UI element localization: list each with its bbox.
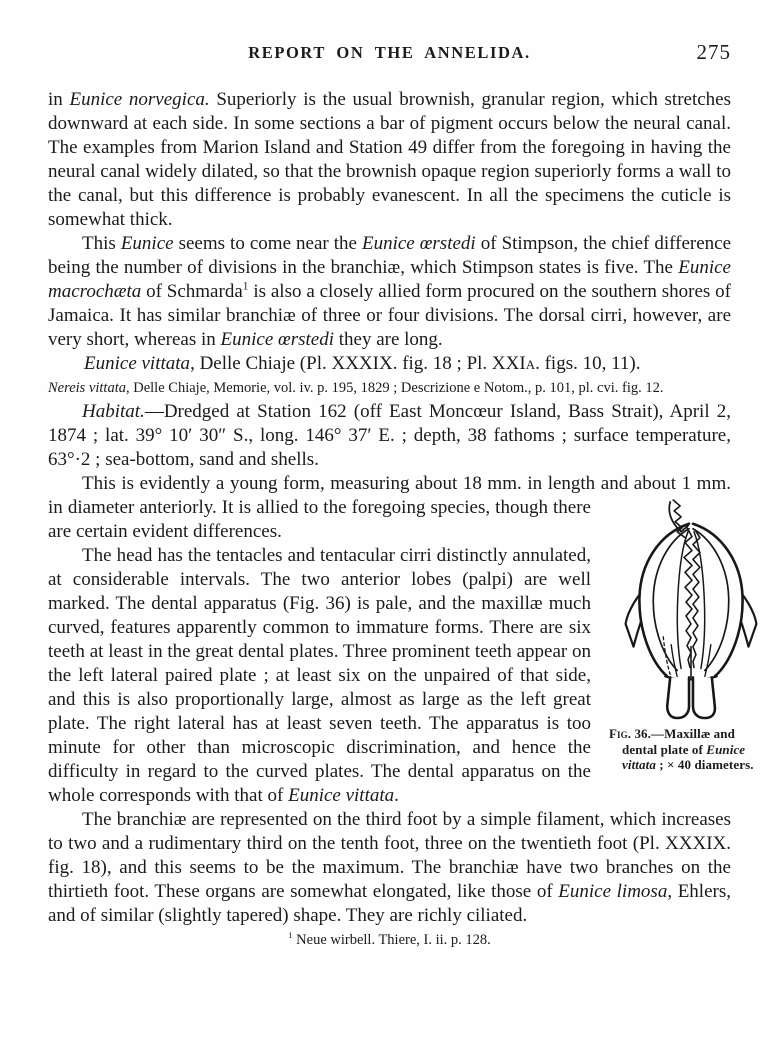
text-column bbox=[48, 88, 754, 952]
paragraph-continuation: in Eunice norvegica. Superiorly is the usual brownish, granular region, which stretches downward at each side. In some sections a bar of pigment occurs below the neural canal. The examples from Marion Island and Station 49 differ from the foregoing in having the neural canal widely dilated, so that the brownish opaque region superiorly forms a wall to the canal, but this difference is probably evanescent. In all the specimens the cuticle is somewhat thick. bbox=[48, 89, 731, 230]
paragraph-eunice-comparison: This Eunice seems to come near the Eunice œrstedi of Stimpson, the chief difference being the number of divisions in the branchiæ, which Stimpson states is five. The Eunice macrochæta of Schmarda$^1$ is also a closely allied form procured on the southern shores of Jamaica. It has similar branchiæ of three or four divisions. The dorsal cirri, however, are very short, whereas in Eunice œrstedi they are long. bbox=[48, 233, 732, 350]
paragraph-habitat: Habitat.—Dredged at Station 162 (off East Moncœur Island, Bass Strait), April 2, 1874 ; lat. 39° 10′ 30″ S., long. 146° 37′ E. ; depth, 38 fathoms ; surface temperature, 63°·2 ; sea-bottom, sand and shells. bbox=[48, 401, 731, 470]
paragraph-branchiae: The branchiæ are represented on the third foot by a simple filament, which increases to two and a rudimentary third on the tenth foot, three on the twentieth foot (Pl. XXXIX. fig. 18), and this seems to be the maximum. The branchiæ have two branches on the thirtieth foot. These organs are somewhat elongated, like those of Eunice limosa, Ehlers, and of similar (slightly tapered) shape. They are richly ciliated. bbox=[48, 809, 731, 926]
maxillae-drawing bbox=[613, 498, 769, 720]
footnote: $^1$ Neue wirbell. Thiere, I. ii. p. 128. bbox=[288, 930, 491, 948]
maxillae-bulb bbox=[639, 524, 742, 680]
central-teeth bbox=[684, 528, 700, 668]
page-header bbox=[48, 40, 731, 64]
paragraph-young-form-text: This is evidently a young form, measuring about 18 mm. in length and about 1 mm. in diameter anteriorly. It is allied to the foregoing species, though there are certain evident differences. bbox=[48, 473, 731, 542]
figure-36-caption: Fig. 36.—Maxillæ and dental plate of Eunice vittata ; × 40 diameters. bbox=[609, 726, 754, 772]
carriers bbox=[667, 677, 715, 718]
paragraph-head-dental: The head has the tentacles and tentacular cirri distinctly annulated, at considerable intervals. The two anterior lobes (palpi) are well marked. The dental apparatus (Fig. 36) is pale, and the maxillæ much curved, features apparently common to immature forms. There are six teeth at least in the great dental plates. Three prominent teeth appear on the left lateral paired plate ; at least six on the unpaired of that side, and this is also proportionally large, almost as large as the left great plate. The right lateral has at least seven teeth. The apparatus is too minute for other than microscopic discrimination, and hence the difficulty in regard to the curved plates. The dental apparatus on the whole corresponds with that of Eunice vittata. bbox=[48, 545, 591, 806]
synonymy-line: Nereis vittata, Delle Chiaje, Memorie, vol. iv. p. 195, 1829 ; Descrizione e Notom., p. 101, pl. cvi. fig. 12. bbox=[48, 380, 664, 396]
species-heading: Eunice vittata, Delle Chiaje (Pl. XXXIX. fig. 18 ; Pl. XXIa. figs. 10, 11). bbox=[84, 353, 641, 374]
page-number: 275 bbox=[696, 40, 731, 64]
running-title: REPORT ON THE ANNELIDA. bbox=[248, 43, 531, 62]
figure-36 bbox=[591, 496, 773, 796]
